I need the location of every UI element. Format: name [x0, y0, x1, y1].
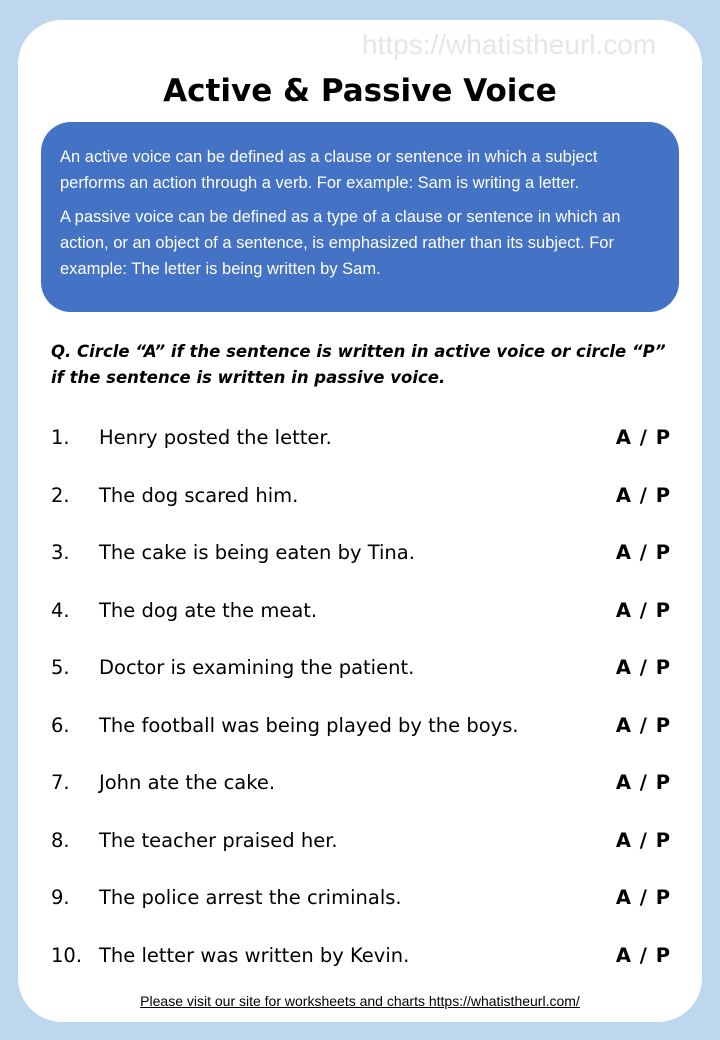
question-item — [51, 653, 671, 683]
item-number: 9. — [51, 886, 70, 909]
definition-box — [41, 122, 679, 312]
item-sentence: John ate the cake. — [99, 771, 276, 794]
page-title: Active & Passive Voice — [163, 73, 557, 109]
question-item — [51, 941, 671, 971]
answer-choice-a-p[interactable]: A / P — [615, 771, 671, 794]
question-item — [51, 711, 671, 741]
item-sentence: Henry posted the letter. — [99, 426, 332, 449]
question-item — [51, 883, 671, 913]
item-sentence: The dog ate the meat. — [99, 598, 318, 622]
footer-link[interactable]: Please visit our site for worksheets and charts https://whatistheurl.com/ — [140, 993, 580, 1009]
item-sentence: The letter was written by Kevin. — [99, 943, 410, 967]
item-sentence: The teacher praised her. — [99, 828, 338, 852]
answer-choice-a-p[interactable]: A / P — [615, 426, 671, 449]
item-number: 2. — [51, 483, 70, 507]
item-sentence: Doctor is examining the patient. — [99, 656, 415, 679]
question-instructions: Q. Circle “A” if the sentence is written in active voice or circle “P” if the sentence is written in passive voice. — [51, 342, 666, 387]
question-item — [51, 768, 671, 798]
answer-choice-a-p[interactable]: A / P — [615, 483, 671, 507]
passive-voice-definition: A passive voice can be defined as a type of a clause or sentence in which an action, or an object of a sentence, is emphasized rather than its subject. For example: The letter is being written by Sam. — [60, 208, 621, 278]
question-item — [51, 826, 671, 856]
active-voice-definition: An active voice can be defined as a clause or sentence in which a subject performs an action through a verb. For example: Sam is writing a letter. — [60, 148, 598, 192]
item-number: 10. — [51, 943, 83, 967]
item-sentence: The football was being played by the boys. — [99, 713, 519, 737]
watermark: https://whatistheurl.com — [362, 29, 657, 60]
answer-choice-a-p[interactable]: A / P — [615, 713, 671, 737]
item-number: 6. — [51, 713, 70, 737]
question-item — [51, 423, 671, 453]
answer-choice-a-p[interactable]: A / P — [615, 598, 671, 622]
answer-choice-a-p[interactable]: A / P — [615, 828, 671, 852]
item-number: 8. — [51, 828, 70, 852]
item-sentence: The police arrest the criminals. — [99, 886, 402, 909]
question-item — [51, 481, 671, 511]
answer-choice-a-p[interactable]: A / P — [615, 656, 671, 679]
answer-choice-a-p[interactable]: A / P — [615, 886, 671, 909]
item-number: 7. — [51, 771, 70, 794]
answer-choice-a-p[interactable]: A / P — [615, 943, 671, 967]
item-number: 4. — [51, 598, 70, 622]
answer-choice-a-p[interactable]: A / P — [615, 541, 671, 564]
item-number: 3. — [51, 541, 70, 564]
item-number: 5. — [51, 656, 70, 679]
item-number: 1. — [51, 426, 70, 449]
item-sentence: The cake is being eaten by Tina. — [99, 541, 415, 564]
item-sentence: The dog scared him. — [99, 483, 299, 507]
question-item — [51, 596, 671, 626]
question-item — [51, 538, 671, 568]
